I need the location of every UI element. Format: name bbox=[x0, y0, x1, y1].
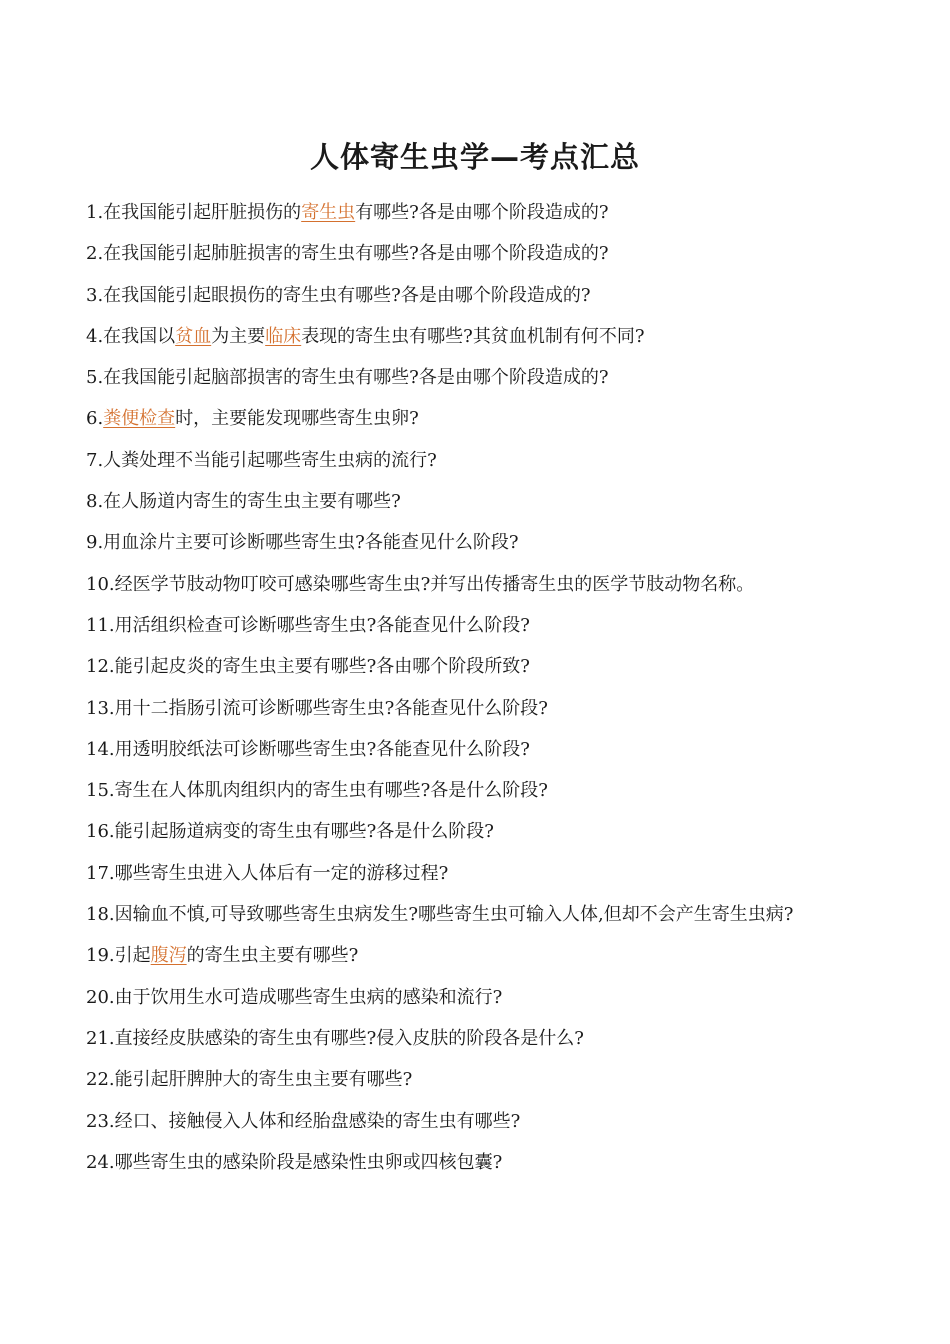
question-text: 11.用活组织检查可诊断哪些寄生虫?各能查见什么阶段? bbox=[86, 614, 530, 636]
question-text: 20.由于饮用生水可造成哪些寄生虫病的感染和流行? bbox=[86, 986, 503, 1008]
question-text: 5.在我国能引起脑部损害的寄生虫有哪些?各是由哪个阶段造成的? bbox=[86, 367, 609, 389]
question-text: 4.在我国以 bbox=[86, 325, 176, 347]
question-item bbox=[86, 977, 876, 1018]
question-item bbox=[86, 192, 876, 233]
question-text: 19.引起 bbox=[86, 945, 151, 967]
question-item bbox=[86, 935, 876, 976]
question-item bbox=[86, 522, 876, 563]
keyword-link[interactable]: 腹泻 bbox=[150, 945, 187, 967]
question-item bbox=[86, 233, 876, 274]
question-text: 6. bbox=[86, 408, 104, 430]
question-text: 14.用透明胶纸法可诊断哪些寄生虫?各能查见什么阶段? bbox=[86, 738, 530, 760]
question-text: 为主要 bbox=[211, 325, 266, 347]
question-item bbox=[86, 1101, 876, 1142]
question-item bbox=[86, 564, 876, 605]
question-text: 时，主要能发现哪些寄生虫卵? bbox=[175, 408, 419, 430]
page-title: 人体寄生虫学—考点汇总 bbox=[309, 140, 640, 175]
question-text: 13.用十二指肠引流可诊断哪些寄生虫?各能查见什么阶段? bbox=[86, 697, 548, 719]
question-text: 8.在人肠道内寄生的寄生虫主要有哪些? bbox=[86, 491, 401, 513]
question-text: 1.在我国能引起肝脏损伤的 bbox=[86, 202, 302, 223]
keyword-link[interactable]: 临床 bbox=[265, 325, 302, 347]
question-text: 7.人粪处理不当能引起哪些寄生虫病的流行? bbox=[86, 449, 437, 471]
question-item bbox=[86, 1059, 876, 1100]
question-item bbox=[86, 853, 876, 894]
question-text: 21.直接经皮肤感染的寄生虫有哪些?侵入皮肤的阶段各是什么? bbox=[86, 1027, 584, 1049]
keyword-link[interactable]: 贫血 bbox=[175, 325, 212, 347]
keyword-link[interactable]: 寄生虫 bbox=[301, 202, 356, 223]
question-text: 22.能引起肝脾肿大的寄生虫主要有哪些? bbox=[86, 1069, 413, 1091]
question-text: 23.经口、接触侵入人体和经胎盘感染的寄生虫有哪些? bbox=[86, 1110, 521, 1132]
question-text: 15.寄生在人体肌肉组织内的寄生虫有哪些?各是什么阶段? bbox=[86, 780, 548, 802]
question-text: 有哪些?各是由哪个阶段造成的? bbox=[355, 202, 609, 223]
question-item bbox=[86, 398, 876, 439]
question-item bbox=[86, 770, 876, 811]
question-text: 9.用血涂片主要可诊断哪些寄生虫?各能查见什么阶段? bbox=[86, 532, 519, 554]
question-item bbox=[86, 811, 876, 852]
question-item bbox=[86, 1142, 876, 1183]
question-item bbox=[86, 894, 876, 935]
question-item bbox=[86, 440, 876, 481]
question-text: 的寄生虫主要有哪些? bbox=[186, 945, 359, 967]
question-item bbox=[86, 1018, 876, 1059]
keyword-link[interactable]: 粪便检查 bbox=[103, 408, 176, 430]
question-text: 3.在我国能引起眼损伤的寄生虫有哪些?各是由哪个阶段造成的? bbox=[86, 284, 591, 306]
question-text: 18.因输血不慎,可导致哪些寄生虫病发生?哪些寄生虫可输入人体,但却不会产生寄生虫病? bbox=[86, 904, 794, 926]
question-text: 2.在我国能引起肺脏损害的寄生虫有哪些?各是由哪个阶段造成的? bbox=[86, 243, 609, 265]
question-item bbox=[86, 688, 876, 729]
question-text: 表现的寄生虫有哪些?其贫血机制有何不同? bbox=[301, 325, 645, 347]
question-text: 17.哪些寄生虫进入人体后有一定的游移过程? bbox=[86, 862, 449, 884]
question-item bbox=[86, 605, 876, 646]
question-text: 10.经医学节肢动物叮咬可感染哪些寄生虫?并写出传播寄生虫的医学节肢动物名称。 bbox=[86, 573, 755, 595]
question-text: 24.哪些寄生虫的感染阶段是感染性虫卵或四核包囊? bbox=[86, 1151, 503, 1173]
question-list bbox=[86, 192, 876, 1183]
question-item bbox=[86, 729, 876, 770]
question-item bbox=[86, 275, 876, 316]
question-text: 16.能引起肠道病变的寄生虫有哪些?各是什么阶段? bbox=[86, 821, 494, 843]
question-item bbox=[86, 646, 876, 687]
question-item bbox=[86, 357, 876, 398]
question-item bbox=[86, 481, 876, 522]
question-text: 12.能引起皮炎的寄生虫主要有哪些?各由哪个阶段所致? bbox=[86, 656, 530, 678]
question-item bbox=[86, 316, 876, 357]
